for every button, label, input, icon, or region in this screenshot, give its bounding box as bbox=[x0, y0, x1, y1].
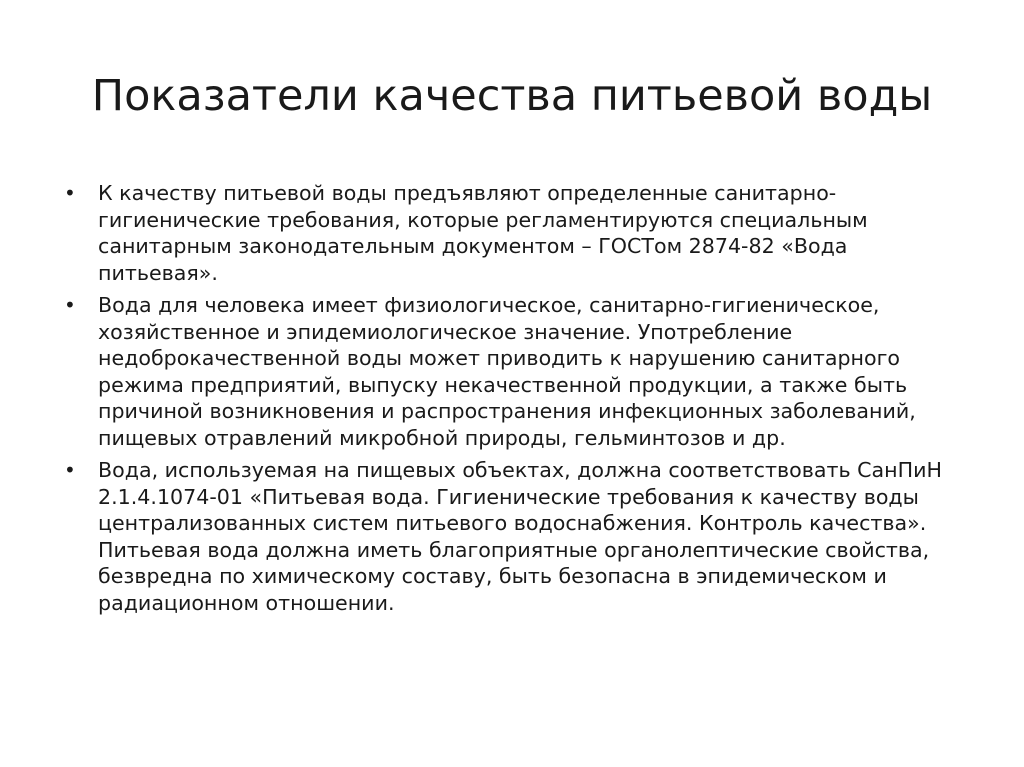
bullet-dot-icon: • bbox=[64, 181, 76, 205]
slide-title: Показатели качества питьевой воды bbox=[91, 71, 933, 121]
bullet-dot-icon: • bbox=[64, 293, 76, 317]
bullet-text: Вода для человека имеет физиологическое, санитарно-гигиеническое, хозяйственное и эпидемиологическое значение. Употребление недоброкачественной воды может приводить к нарушению санитарного режима предприятий, выпуску некачественной продукции, а также быть причиной возникновения и распространения инфекционных заболеваний, пищевых отравлений микробной природы, гельминтозов и др. bbox=[98, 293, 916, 450]
bullet-dot-icon: • bbox=[64, 458, 76, 482]
bullet-text: Вода, используемая на пищевых объектах, должна соответствовать СанПиН 2.1.4.1074-01 «Питьевая вода. Гигиенические требования к качеству воды централизованных систем питьевого водоснабжения. Контроль качества». Питьевая вода должна иметь благоприятные органолептические свойства, безвредна по химическому составу, быть безопасна в эпидемическом и радиационном отношении. bbox=[98, 458, 942, 615]
bullet-item bbox=[58, 292, 970, 451]
bullet-list bbox=[58, 180, 970, 622]
bullet-item bbox=[58, 457, 970, 616]
bullet-text: К качеству питьевой воды предъявляют определенные санитарно-гигиенические требования, которые регламентируются специальным санитарным законодательным документом – ГОСТом 2874-82 «Вода питьевая». bbox=[98, 181, 868, 285]
bullet-item bbox=[58, 180, 970, 286]
